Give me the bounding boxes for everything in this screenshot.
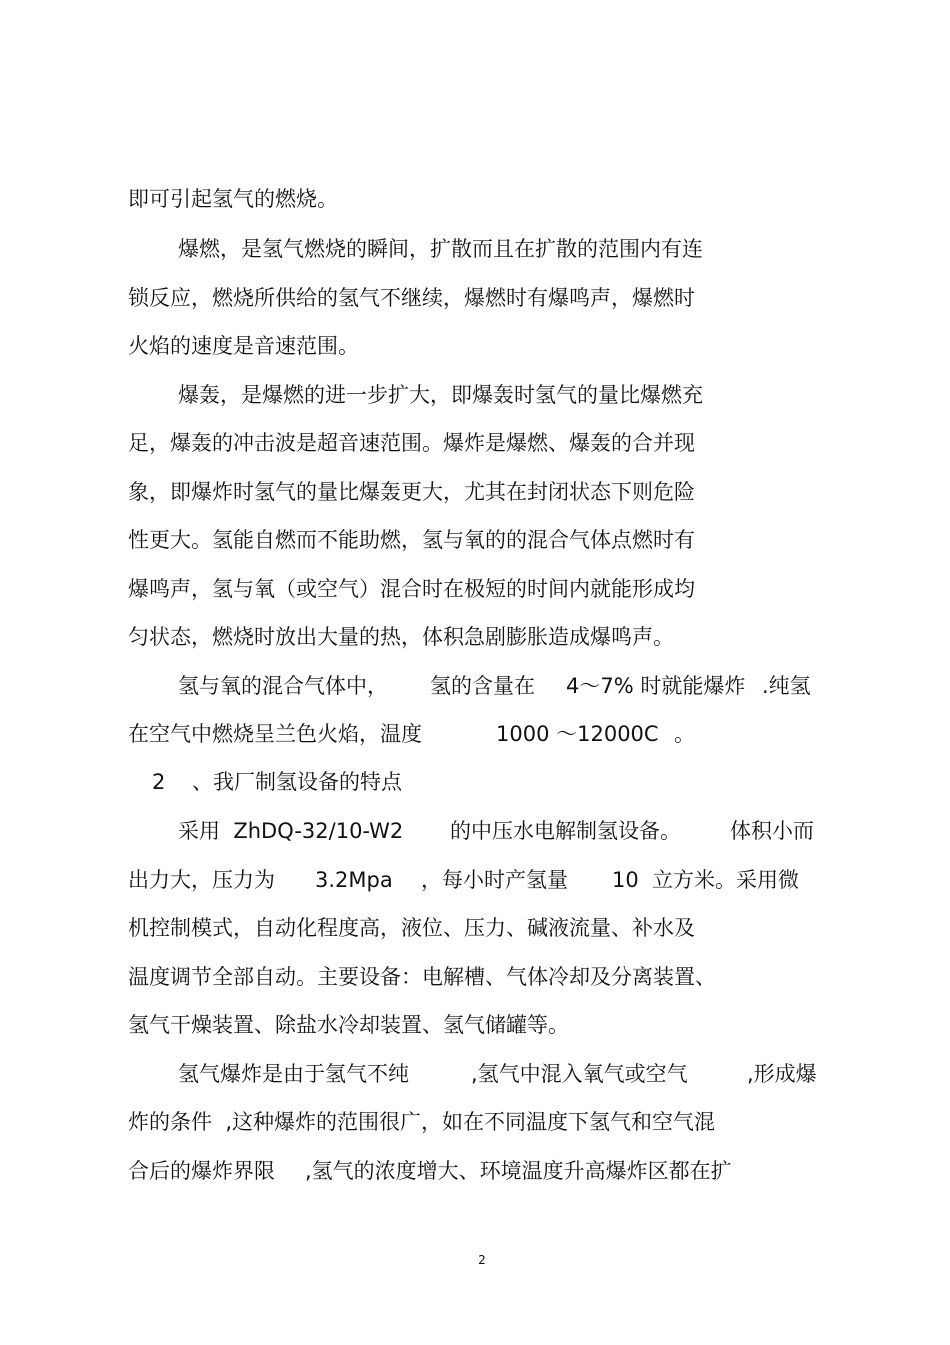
text-line <box>0 474 950 510</box>
text-line <box>0 813 950 849</box>
text-line <box>0 231 950 267</box>
text-segment: 机控制模式，自动化程度高，液位、压力、碱液流量、补水及 <box>128 916 695 940</box>
text-segment: 、我厂制氢设备的特点 <box>192 770 402 794</box>
text-segment: 2 <box>152 770 166 794</box>
text-segment: 在空气中燃烧呈兰色火焰，温度 <box>128 722 422 746</box>
text-segment: 的中压水电解制氢设备。 <box>450 819 681 843</box>
text-segment: 锁反应，燃烧所供给的氢气不继续，爆燃时有爆鸣声，爆燃时 <box>128 286 695 310</box>
text-line <box>0 425 950 461</box>
text-segment: 10 <box>612 868 639 892</box>
text-line <box>0 862 950 898</box>
text-segment: 出力大，压力为 <box>128 868 275 892</box>
text-line <box>0 522 950 558</box>
text-segment: .纯氢 <box>762 674 811 698</box>
text-line <box>0 377 950 413</box>
text-line <box>0 1007 950 1043</box>
text-segment: ,氢气中混入氧气或空气 <box>471 1062 688 1086</box>
text-segment: 匀状态，燃烧时放出大量的热，体积急剧膨胀造成爆鸣声。 <box>128 625 674 649</box>
text-line <box>0 571 950 607</box>
text-segment: ,氢气的浓度增大、环境温度升高爆炸区都在扩 <box>305 1159 732 1183</box>
text-segment: 氢气干燥装置、除盐水冷却装置、氢气储罐等。 <box>128 1013 569 1037</box>
text-segment: 爆轰，是爆燃的进一步扩大，即爆轰时氢气的量比爆燃充 <box>178 383 703 407</box>
page-number: 2 <box>478 1253 486 1267</box>
text-segment: 合后的爆炸界限 <box>128 1159 275 1183</box>
text-line <box>0 181 950 217</box>
text-segment: 氢气爆炸是由于氢气不纯 <box>178 1062 409 1086</box>
text-segment: 1000 ～12000C <box>496 722 659 746</box>
text-segment: 氢与氧的混合气体中， <box>178 674 388 698</box>
text-line <box>0 716 950 752</box>
text-line <box>0 328 950 364</box>
text-segment: 3.2Mpa <box>315 868 393 892</box>
text-segment: 。 <box>674 722 695 746</box>
text-segment: 爆燃，是氢气燃烧的瞬间，扩散而且在扩散的范围内有连 <box>178 237 703 261</box>
text-segment: 足，爆轰的冲击波是超音速范围。爆炸是爆燃、爆轰的合并现 <box>128 431 695 455</box>
text-segment: 性更大。氢能自燃而不能助燃，氢与氧的的混合气体点燃时有 <box>128 528 695 552</box>
text-segment: 炸的条件 ,这种爆炸的范围很广，如在不同温度下氢气和空气混 <box>128 1110 716 1134</box>
text-line <box>0 1104 950 1140</box>
text-line <box>0 959 950 995</box>
text-segment: 爆鸣声，氢与氧（或空气）混合时在极短的时间内就能形成均 <box>128 577 695 601</box>
text-segment: 温度调节全部自动。主要设备：电解槽、气体冷却及分离装置、 <box>128 965 716 989</box>
text-line <box>0 619 950 655</box>
text-segment: ，每小时产氢量 <box>421 868 568 892</box>
text-line <box>0 1056 950 1092</box>
text-segment: 立方米。采用微 <box>652 868 799 892</box>
text-line <box>0 764 950 800</box>
text-segment: 体积小而 <box>730 819 814 843</box>
text-segment: ,形成爆 <box>747 1062 817 1086</box>
text-line <box>0 1153 950 1189</box>
text-line <box>0 910 950 946</box>
text-segment: 采用 ZhDQ-32/10-W2 <box>178 819 404 843</box>
text-line <box>0 668 950 704</box>
text-line <box>0 280 950 316</box>
text-segment: 4～7% 时就能爆炸 <box>566 674 746 698</box>
text-segment: 火焰的速度是音速范围。 <box>128 334 359 358</box>
text-segment: 象，即爆炸时氢气的量比爆轰更大，尤其在封闭状态下则危险 <box>128 480 695 504</box>
text-segment: 氢的含量在 <box>430 674 535 698</box>
text-segment: 即可引起氢气的燃烧。 <box>128 187 338 211</box>
